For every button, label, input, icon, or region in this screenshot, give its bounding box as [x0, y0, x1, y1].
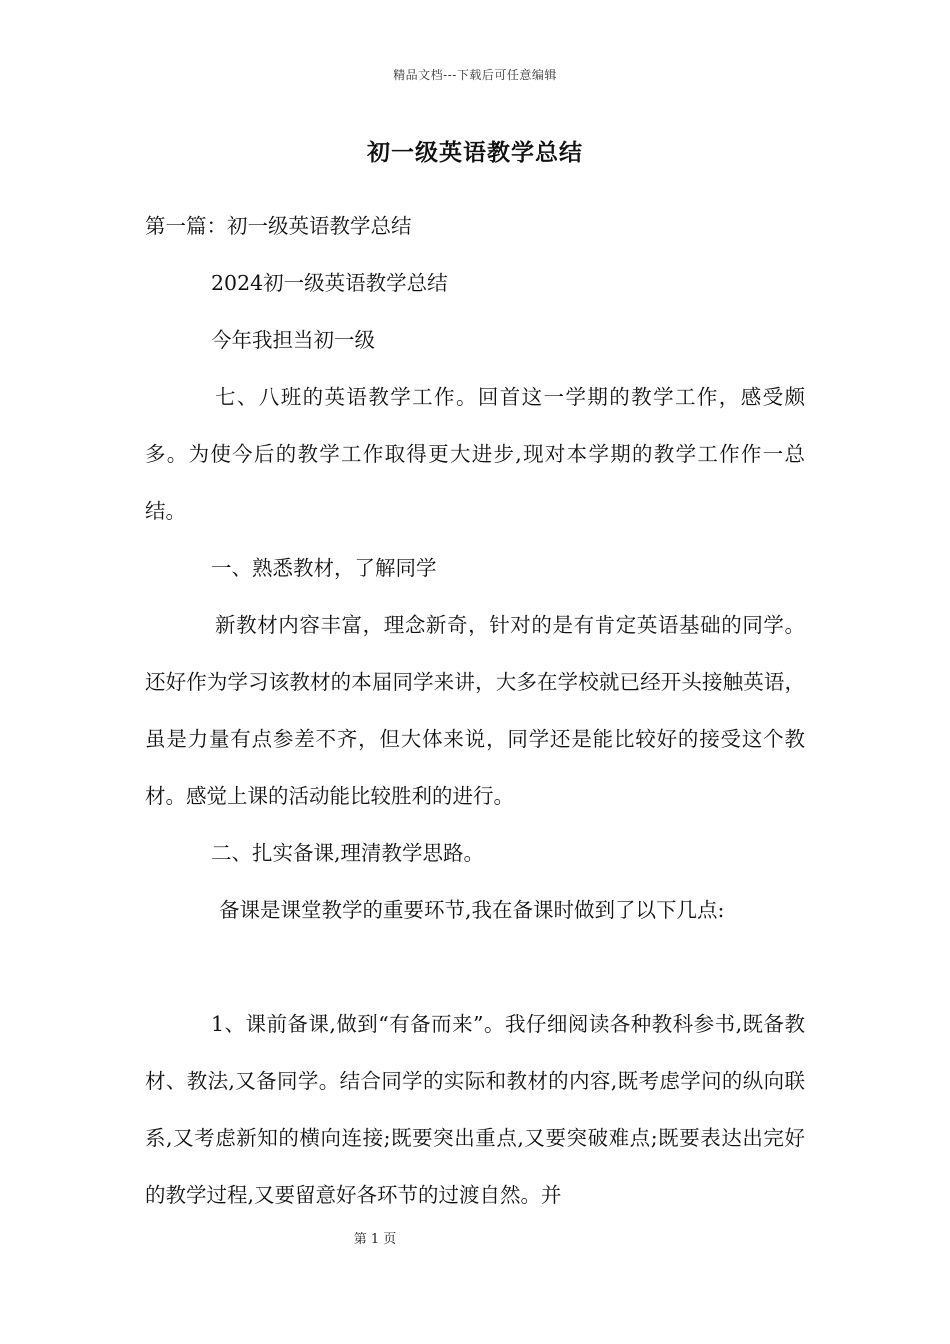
body-paragraph: 七、八班的英语教学工作。回首这一学期的教学工作，感受颇多。为使今后的教学工作取得更大进步,现对本学期的教学工作作一总结。 — [145, 385, 805, 523]
page-number: 第 1 页 — [353, 1232, 397, 1247]
body-paragraph: 备课是课堂教学的重要环节,我在备课时做到了以下几点: — [219, 898, 725, 922]
body-paragraph: 今年我担当初一级 — [211, 328, 375, 352]
document-title: 初一级英语教学总结 — [367, 139, 583, 166]
page-header: 精品文档---下载后可任意编辑 — [393, 68, 557, 82]
body-paragraph: 新教材内容丰富，理念新奇，针对的是有肯定英语基础的同学。还好作为学习该教材的本届同学来讲，大多在学校就已经开头接触英语，虽是力量有点参差不齐，但大体来说，同学还是能比较好的接受这个教材。感觉上课的活动能比较胜利的进行。 — [145, 613, 805, 808]
subheading-paragraph: 二、扎实备课,理清教学思路。 — [211, 841, 485, 865]
subheading-paragraph: 一、熟悉教材，了解同学 — [211, 556, 437, 580]
paragraph-gap — [145, 939, 805, 996]
section-heading: 第一篇：初一级英语教学总结 — [145, 214, 412, 238]
subtitle-paragraph: 2024初一级英语教学总结 — [211, 271, 448, 295]
body-paragraph: 1、课前备课,做到“有备而来”。我仔细阅读各种教科参书,既备教材、教法,又备同学。结合同学的实际和教材的内容,既考虑学问的纵向联系,又考虑新知的横向连接;既要突出重点,又要突破难点;既要表达出完好的教学过程,又要留意好各环节的过渡自然。并 — [145, 1012, 805, 1207]
document-body — [145, 198, 805, 1224]
